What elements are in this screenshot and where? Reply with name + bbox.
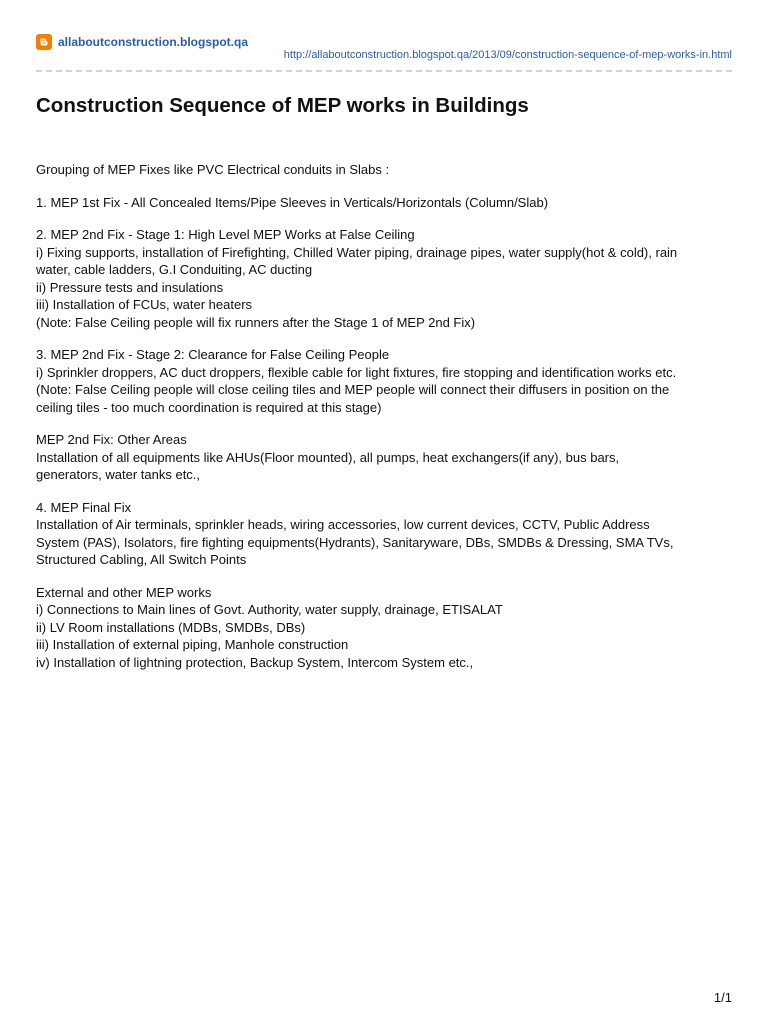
text-line: i) Fixing supports, installation of Firefighting, Chilled Water piping, drainage pipes, water supply(hot & cold), rain [36,244,678,260]
text-line: i) Sprinkler droppers, AC duct droppers, flexible cable for light fixtures, fire stopping and identification works etc. [36,364,677,380]
text-line: iii) Installation of FCUs, water heaters [36,297,253,312]
text-line: 2. MEP 2nd Fix - Stage 1: High Level MEP Works at False Ceiling [36,227,415,242]
text-line: MEP 2nd Fix: Other Areas [36,432,187,447]
page-url-link[interactable]: http://allaboutconstruction.blogspot.qa/2013/09/construction-sequence-of-mep-works-in.html [283,49,732,61]
text-line: iii) Installation of external piping, Manhole construction [36,637,349,652]
text-line: 4. MEP Final Fix [36,499,132,515]
text-line: generators, water tanks etc., [36,467,201,482]
text-line: Installation of Air terminals, sprinkler heads, wiring accessories, low current devices, CCTV, Public Address [36,517,650,532]
text-line: 3. MEP 2nd Fix - Stage 2: Clearance for False Ceiling People [36,347,390,362]
text-line: Installation of all equipments like AHUs(Floor mounted), all pumps, heat exchangers(if any), bus bars, [36,449,620,465]
paragraph [36,194,736,212]
text-line: Structured Cabling, All Switch Points [36,552,247,567]
article-body [36,161,736,686]
text-line: iv) Installation of lightning protection, Backup System, Intercom System etc., [36,654,474,670]
text-line: ii) Pressure tests and insulations [36,279,224,295]
text-line: System (PAS), Isolators, fire fighting equipments(Hydrants), Sanitaryware, DBs, SMDBs & Dressing, SMA TVs, [36,534,674,550]
text-line: ii) LV Room installations (MDBs, SMDBs, DBs) [36,619,306,635]
text-line: i) Connections to Main lines of Govt. Authority, water supply, drainage, ETISALAT [36,602,503,617]
text-line: ceiling tiles - too much coordination is required at this stage) [36,399,382,415]
paragraph [36,499,736,569]
paragraph [36,346,736,416]
page-number: 1/1 [713,990,732,1005]
blogger-icon [36,34,52,50]
text-line: (Note: False Ceiling people will close ceiling tiles and MEP people will connect their diffusers in position on the [36,382,670,397]
header-divider [36,70,732,72]
site-name-link[interactable]: allaboutconstruction.blogspot.qa [58,35,248,49]
text-line: External and other MEP works [36,584,212,600]
text-line: (Note: False Ceiling people will fix runners after the Stage 1 of MEP 2nd Fix) [36,314,476,330]
paragraph [36,226,736,331]
text-line: Grouping of MEP Fixes like PVC Electrical conduits in Slabs : [36,162,390,177]
page-title: Construction Sequence of MEP works in Buildings [36,94,529,117]
paragraph [36,584,736,672]
text-line: water, cable ladders, G.I Conduiting, AC ducting [36,262,313,277]
paragraph [36,431,736,484]
page-header [36,33,732,61]
text-line: 1. MEP 1st Fix - All Concealed Items/Pipe Sleeves in Verticals/Horizontals (Column/Slab) [36,194,549,210]
paragraph [36,161,736,179]
